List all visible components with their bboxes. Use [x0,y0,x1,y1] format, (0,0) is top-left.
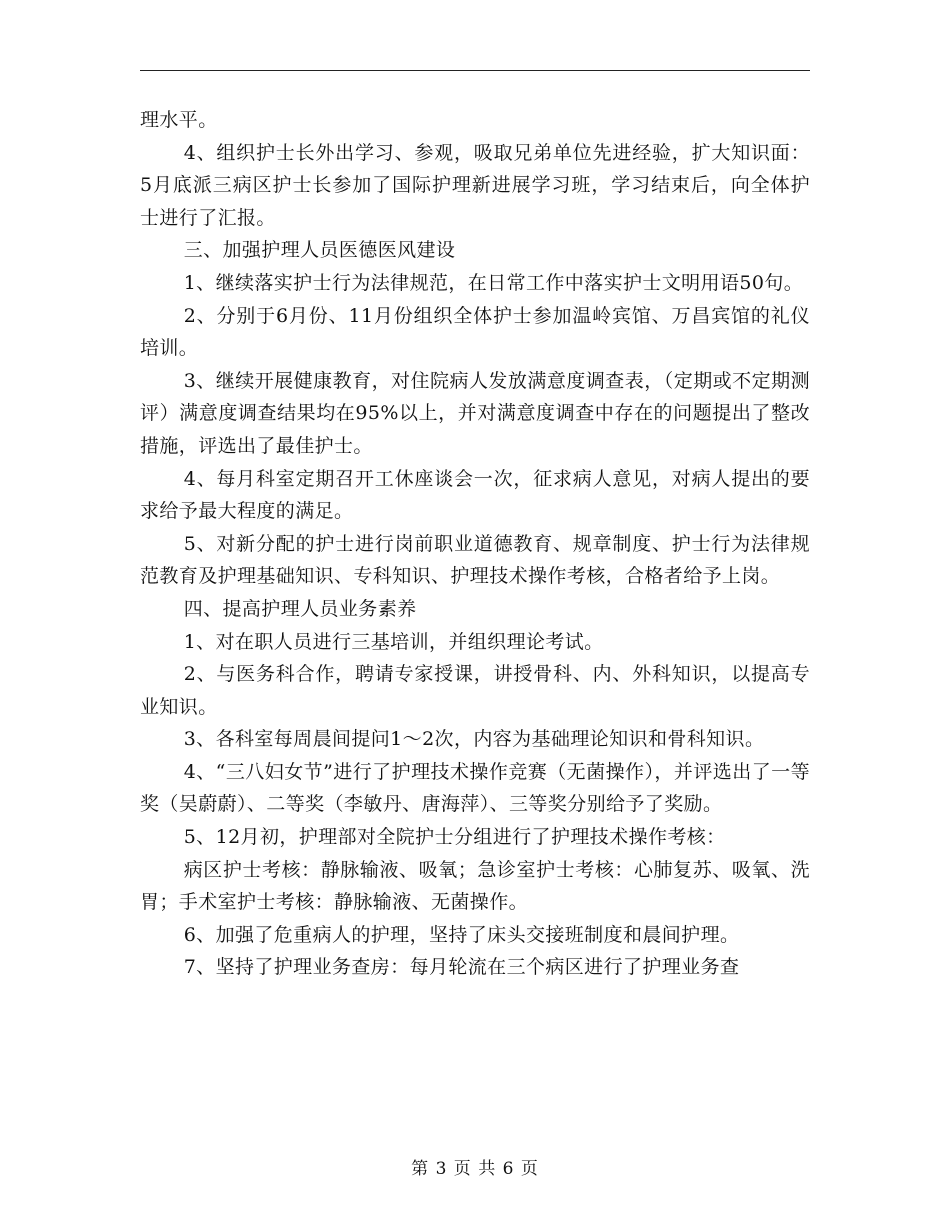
paragraph: 5、对新分配的护士进行岗前职业道德教育、规章制度、护士行为法律规范教育及护理基础知识、专科知识、护理技术操作考核，合格者给予上岗。 [140,532,810,588]
paragraph: 2、分别于6月份、11月份组织全体护士参加温岭宾馆、万昌宾馆的礼仪培训。 [140,304,810,360]
document-body [140,104,810,984]
paragraph: 2、与医务科合作，聘请专家授课，讲授骨科、内、外科知识，以提高专业知识。 [140,663,810,718]
paragraph: 4、“三八妇女节”进行了护理技术操作竞赛（无菌操作），并评选出了一等奖（吴蔚蔚）、二等奖（李敏丹、唐海萍）、三等奖分别给予了奖励。 [140,760,810,816]
section-heading: 三、加强护理人员医德医风建设 [183,239,456,262]
section-heading: 四、提高护理人员业务素养 [183,597,417,620]
paragraph: 3、继续开展健康教育，对住院病人发放满意度调查表，（定期或不定期测评）满意度调查结果均在95%以上，并对满意度调查中存在的问题提出了整改措施，评选出了最佳护士。 [140,369,810,457]
paragraph: 6、加强了危重病人的护理，坚持了床头交接班制度和晨间护理。 [183,923,740,946]
paragraph: 1、对在职人员进行三基培训，并组织理论考试。 [183,630,604,653]
paragraph: 理水平。 [140,109,218,131]
paragraph: 7、坚持了护理业务查房：每月轮流在三个病区进行了护理业务查 [183,956,740,979]
paragraph: 3、各科室每周晨间提问1～2次，内容为基础理论知识和骨科知识。 [183,728,765,751]
header-rule [140,70,810,71]
paragraph: 4、每月科室定期召开工休座谈会一次，征求病人意见，对病人提出的要求给予最大程度的满足。 [140,467,810,523]
paragraph: 5、12月初，护理部对全院护士分组进行了护理技术操作考核： [183,826,726,849]
page-number: 第 3 页 共 6 页 [411,1159,539,1179]
paragraph: 病区护士考核：静脉输液、吸氧；急诊室护士考核：心肺复苏、吸氧、洗胃；手术室护士考核：静脉输液、无菌操作。 [140,858,810,914]
paragraph: 4、组织护士长外出学习、参观，吸取兄弟单位先进经验，扩大知识面：5月底派三病区护士长参加了国际护理新进展学习班，学习结束后，向全体护士进行了汇报。 [140,141,810,229]
paragraph: 1、继续落实护士行为法律规范，在日常工作中落实护士文明用语50句。 [183,271,804,294]
